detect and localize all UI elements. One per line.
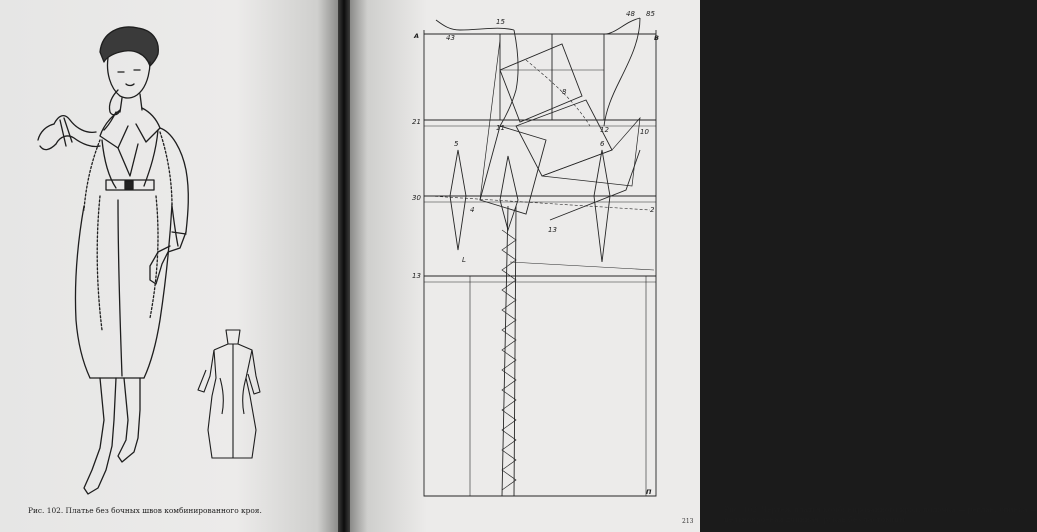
draft-mark-l: L [462,256,466,264]
draft-mark-85: 85 [646,10,655,18]
draft-mark-2: 2 [650,206,655,214]
draft-mark-4: 4 [470,206,475,214]
right-page [350,0,1037,532]
draft-mark-43: 43 [446,34,455,42]
left-figure-caption: Рис. 102. Платье без бочных швов комбинированного кроя. [28,506,262,515]
pattern-draft [350,0,700,532]
draft-level-30: 30 [412,194,421,202]
draft-mark-8: 8 [562,88,567,96]
draft-mark-10: 10 [640,128,649,136]
draft-point-p: П [646,488,652,496]
fashion-illustration [0,0,338,532]
right-caption-line-1: Рис. 103. Чертеж платья комбинированного кроя: полочка — реглан, спинка — [724,505,1037,514]
draft-mark-12: 12 [600,126,609,134]
draft-mark-13: 13 [548,226,557,234]
right-figure-caption [724,505,1037,525]
draft-level-21: 21 [412,118,421,126]
draft-mark-5: 5 [454,140,459,148]
draft-mark-11: 11 [496,124,505,132]
draft-mark-48: 48 [626,10,635,18]
left-page [0,0,338,532]
draft-mark-15: 15 [496,18,505,26]
draft-mark-6: 6 [600,140,605,148]
book-gutter [338,0,350,532]
draft-point-a: А [414,32,420,40]
page-number: 213 [682,518,694,525]
draft-point-b: В [654,34,659,42]
draft-level-13: 13 [412,272,421,280]
right-caption-line-2: цельнокроеная длинная, рукав без ластовицы. [724,515,908,524]
